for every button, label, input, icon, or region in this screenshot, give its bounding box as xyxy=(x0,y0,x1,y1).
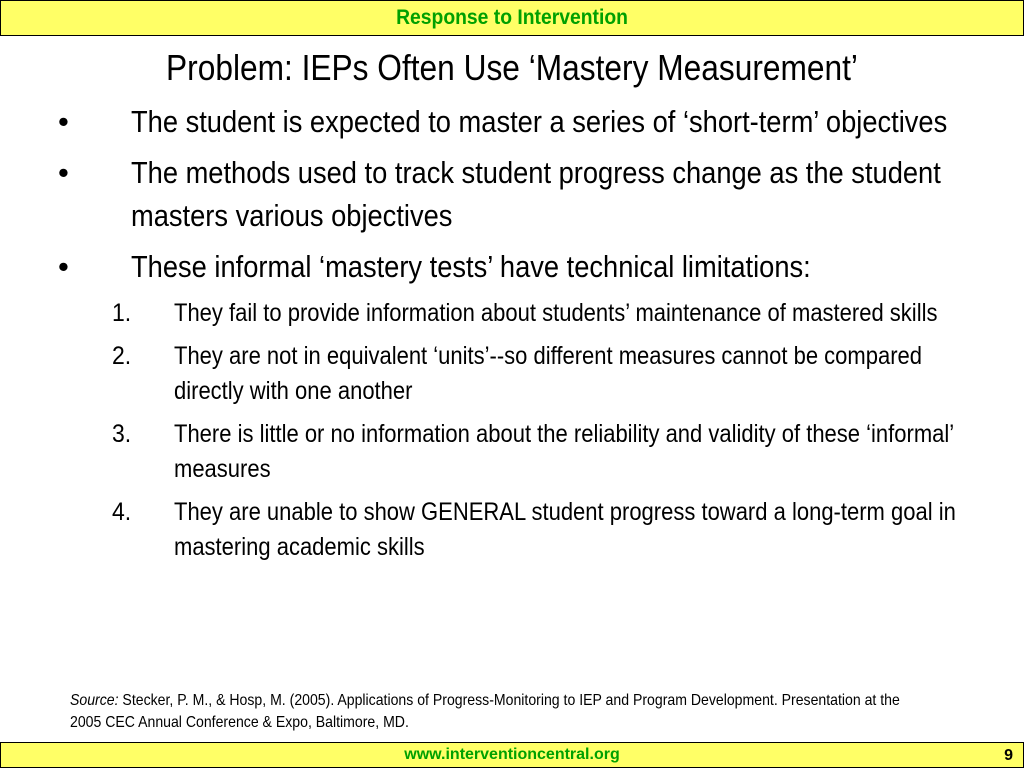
item-text: There is little or no information about the reliability and validity of these ‘informal’ measures xyxy=(174,420,954,483)
bullet-text: These informal ‘mastery tests’ have technical limitations: xyxy=(131,249,811,284)
numbered-item xyxy=(0,296,1024,331)
item-text: They are unable to show GENERAL student progress toward a long-term goal in mastering academic skills xyxy=(174,498,956,561)
footer-banner xyxy=(0,742,1024,768)
slide-title: Problem: IEPs Often Use ‘Mastery Measurement’ xyxy=(166,47,858,88)
slide-content xyxy=(0,100,1024,573)
numbered-item xyxy=(0,339,1024,409)
header-banner-title: Response to Intervention xyxy=(396,6,628,29)
item-text: They are not in equivalent ‘units’--so different measures cannot be compared directly with one another xyxy=(174,342,923,405)
numbered-item xyxy=(0,495,1024,565)
source-text: Stecker, P. M., & Hosp, M. (2005). Applications of Progress-Monitoring to IEP and Program Development. Presentation at the 2005 CEC Annual Conference & Expo, Baltimore, MD. xyxy=(70,692,900,731)
bullet-item xyxy=(0,100,1024,143)
item-number: 2. xyxy=(112,342,132,370)
source-label: Source: xyxy=(70,692,119,709)
bullet-item xyxy=(0,245,1024,288)
page-number: 9 xyxy=(1004,747,1013,764)
item-number: 3. xyxy=(112,420,132,448)
footer-url: www.interventioncentral.org xyxy=(404,746,620,763)
bullet-marker: • xyxy=(58,249,69,284)
bullet-text: The methods used to track student progress change as the student masters various objectives xyxy=(131,155,941,233)
source-citation xyxy=(70,690,906,734)
item-number: 4. xyxy=(112,498,132,526)
item-text: They fail to provide information about students’ maintenance of mastered skills xyxy=(174,299,938,327)
header-banner xyxy=(0,0,1024,36)
item-number: 1. xyxy=(112,299,132,327)
numbered-item xyxy=(0,417,1024,487)
bullet-text: The student is expected to master a series of ‘short-term’ objectives xyxy=(131,104,948,139)
bullet-item xyxy=(0,151,1024,237)
bullet-marker: • xyxy=(58,104,69,139)
bullet-marker: • xyxy=(58,155,69,190)
